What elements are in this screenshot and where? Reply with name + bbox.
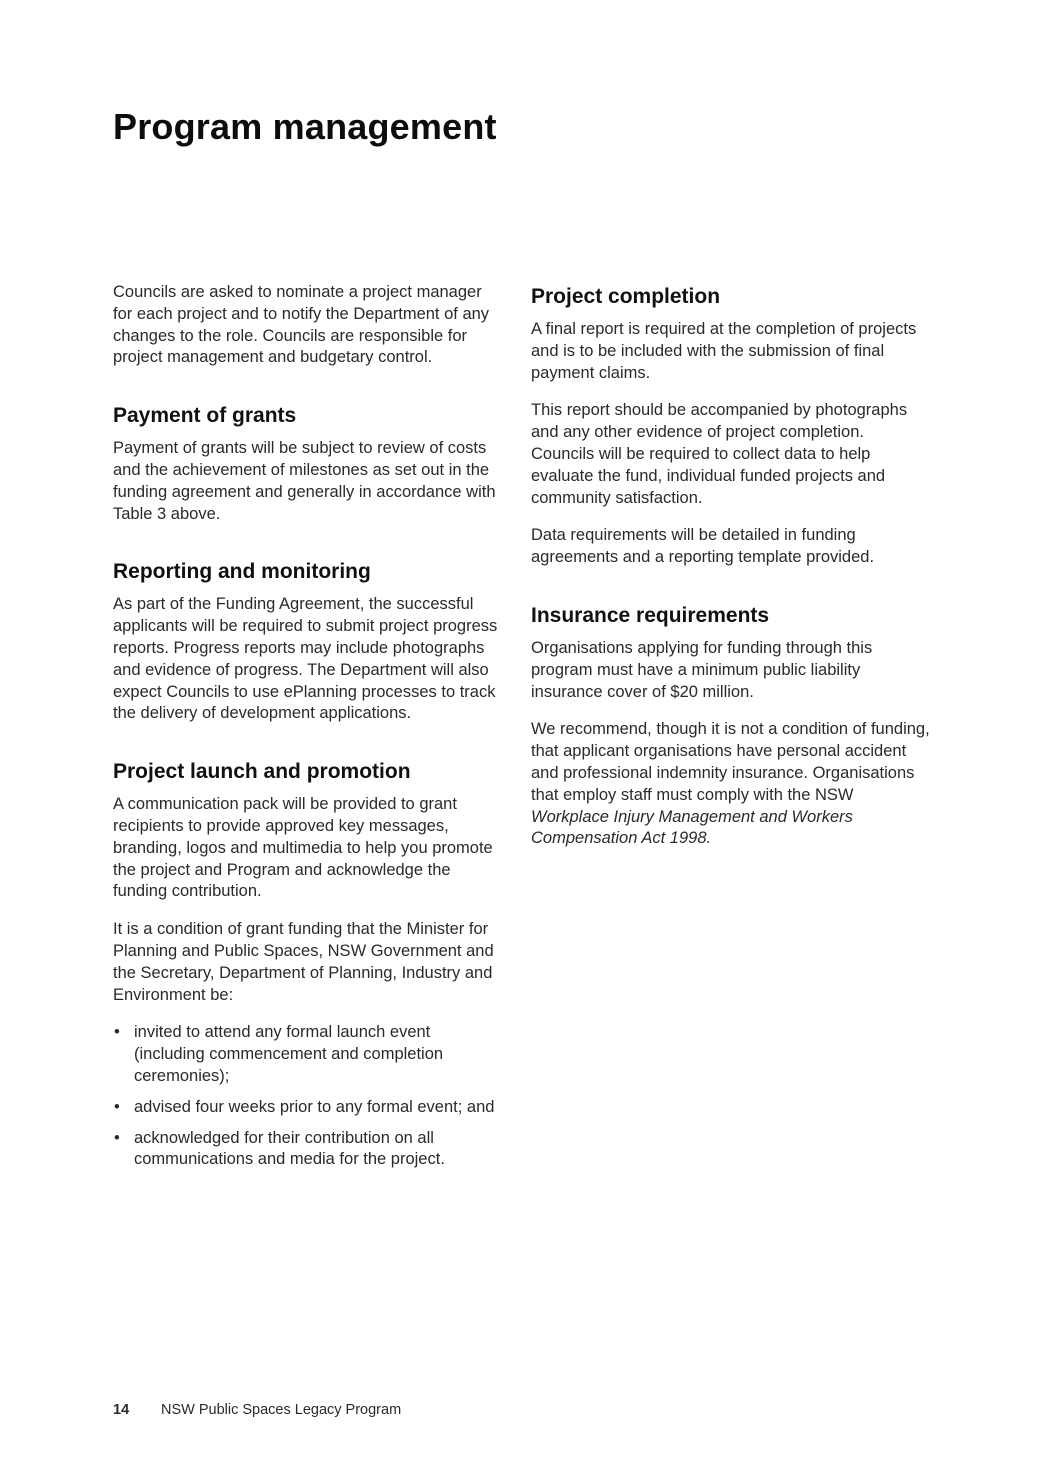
heading-payment-of-grants: Payment of grants <box>113 404 297 428</box>
right-column <box>531 284 931 866</box>
insurance-paragraph-2-text: We recommend, though it is not a condition of funding, that applicant organisations have personal accident and professional indemnity insurance. Organisations that employ staff must comply with the NSW <box>531 720 930 804</box>
insurance-paragraph-1: Organisations applying for funding through this program must have a minimum public liability insurance cover of $20 million. <box>531 638 873 701</box>
condition-bullet-list <box>113 1022 505 1171</box>
completion-paragraph-3: Data requirements will be detailed in funding agreements and a reporting template provided. <box>531 526 875 567</box>
heading-project-launch-and-promotion: Project launch and promotion <box>113 760 411 784</box>
section-insurance-requirements <box>531 603 931 850</box>
intro-paragraph: Councils are asked to nominate a project manager for each project and to notify the Department of any changes to the role. Councils are responsible for project management and budgetary control. <box>113 283 490 367</box>
insurance-paragraph-2 <box>531 719 931 850</box>
left-column <box>113 282 505 1180</box>
completion-paragraph-2: This report should be accompanied by photographs and any other evidence of project completion. Councils will be required to collect data to help evaluate the fund, individual funded projects and community satisfaction. <box>531 401 908 507</box>
launch-paragraph-2: It is a condition of grant funding that the Minister for Planning and Public Spaces, NSW Government and the Secretary, Department of Planning, Industry and Environment be: <box>113 920 494 1004</box>
publication-title: NSW Public Spaces Legacy Program <box>161 1402 402 1418</box>
page-number: 14 <box>113 1402 130 1418</box>
list-item <box>113 1022 505 1087</box>
list-item <box>113 1097 505 1119</box>
list-item <box>113 1128 505 1172</box>
reporting-paragraph: As part of the Funding Agreement, the successful applicants will be required to submit project progress reports. Progress reports may include photographs and evidence of progress. The Department will also expect Councils to use ePlanning processes to track the delivery of development applications. <box>113 595 498 723</box>
payment-paragraph: Payment of grants will be subject to review of costs and the achievement of milestones as set out in the funding agreement and generally in accordance with Table 3 above. <box>113 439 496 523</box>
launch-paragraph-1: A communication pack will be provided to grant recipients to provide approved key messages, branding, logos and multimedia to help you promote the project and Program and acknowledge the funding contribution. <box>113 795 493 901</box>
bullet-text: invited to attend any formal launch event (including commencement and completion ceremonies); <box>134 1023 444 1085</box>
bullet-icon: • <box>114 1097 120 1116</box>
page-title: Program management <box>113 106 497 147</box>
section-project-launch-and-promotion <box>113 759 505 1171</box>
heading-reporting-and-monitoring: Reporting and monitoring <box>113 560 371 584</box>
section-reporting-and-monitoring <box>113 559 505 725</box>
heading-insurance-requirements: Insurance requirements <box>531 603 770 627</box>
section-project-completion <box>531 284 931 569</box>
heading-project-completion: Project completion <box>531 285 721 308</box>
bullet-text: acknowledged for their contribution on all communications and media for the project. <box>134 1128 445 1169</box>
act-title: Workplace Injury Management and Workers Compensation Act 1998. <box>531 807 853 848</box>
page-footer <box>113 1402 401 1418</box>
completion-paragraph-1: A final report is required at the completion of projects and is to be included with the submission of final payment claims. <box>531 320 917 382</box>
bullet-icon: • <box>114 1023 120 1042</box>
section-payment-of-grants <box>113 403 505 525</box>
bullet-icon: • <box>114 1128 120 1147</box>
bullet-text: advised four weeks prior to any formal event; and <box>134 1097 495 1116</box>
